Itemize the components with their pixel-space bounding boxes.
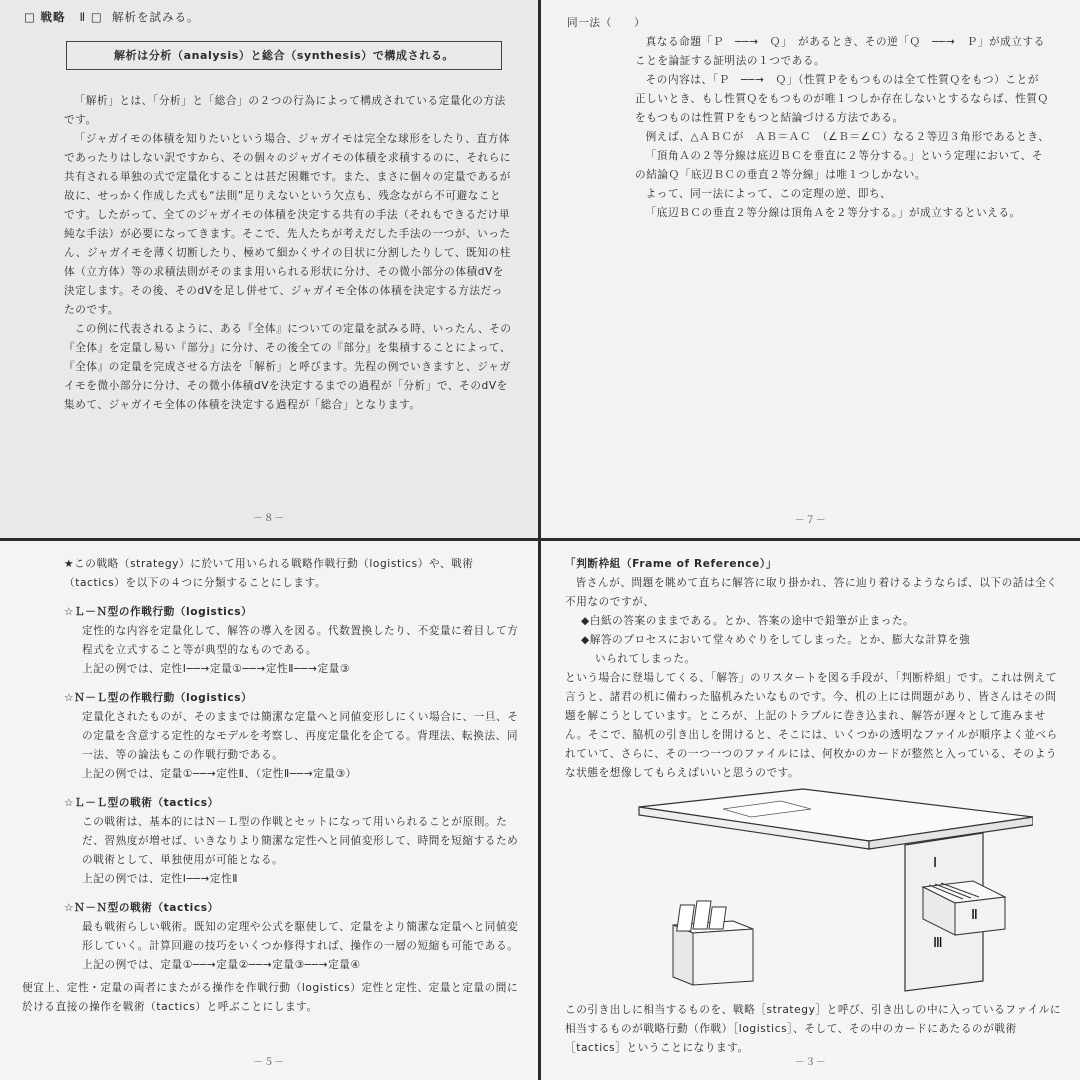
section-nn-tactics	[64, 899, 522, 975]
header-square-icon: □	[24, 10, 36, 24]
header-number: Ⅱ	[79, 10, 87, 24]
body-text	[635, 33, 1050, 223]
section-body: 定性的な内容を定量化して、解答の導入を図る。代数置換したり、不変量に着目して方程式を立式すること等が典型的なものである。	[82, 625, 519, 656]
page-8	[0, 0, 538, 538]
section-title: 同一法（ ）	[567, 17, 646, 29]
section-example: 上記の例では、定性Ⅰ──→定性Ⅱ	[82, 873, 239, 885]
page-5	[0, 541, 538, 1080]
paragraph-3: この引き出しに相当するものを、戦略［strategy］と呼び、引き出しの中に入っているファイルに相当するものが戦略行動（作戦）［logistics］、そして、その中のカードにあたるのが戦術［tactics］ということになります。	[565, 1004, 1062, 1054]
section-example: 上記の例では、定量①──→定性Ⅱ、（定性Ⅱ──→定量③）	[82, 768, 357, 780]
section-body: 定量化されたものが、そのままでは簡潔な定量へと同値変形しにくい場合に、一旦、その定量を含意する定性的なモデルを考察し、再度定量化を企てる。背理法、転換法、同一法、等の論法もこの作戦行動である。	[82, 711, 519, 761]
paragraph-1: 皆さんが、問題を眺めて直ちに解答に取り掛かれ、答に辿り着けるようならば、以下の話は全く不用なのですが、	[565, 577, 1058, 608]
line-2: その内容は、「Ｐ ──→ Ｑ」（性質Ｐをもつものは全て性質Ｑをもつ）ことが正しいとき、もし性質Ｑをもつものが唯１つしか存在しないとするならば、性質Ｑをもつものは性質Ｐをもつと結論づける方法である。	[635, 74, 1049, 124]
bullet-2	[581, 631, 1066, 669]
paragraph-3: この例に代表されるように、ある『全体』についての定量を試みる時、いったん、その『全体』を定量し易い『部分』に分け、その後全ての『部分』を集積することによって、『全体』の定量を完成させる方法を「解析」と呼びます。先程の例でいきますと、ジャガイモを微小部分に分け、その微小体積dVを決定するまでの過程が「分析」で、そのdVを集めて、ジャガイモ全体の体積を決定する過程が「総合」となります。	[64, 323, 512, 411]
label-card-3: Ⅲ	[933, 936, 944, 951]
bullet-2-line-1: ◆解答のプロセスにおいて堂々めぐりをしてしまった。とか、膨大な計算を強	[581, 634, 971, 646]
line-1: 真なる命題「Ｐ ──→ Ｑ」 があるとき、その逆「Ｑ ──→ Ｐ」が成立することを論証する証明法の１つである。	[635, 36, 1045, 67]
paragraph-2: という場合に登場してくる、「解答」のリスタートを図る手段が、「判断枠組」です。これは例えて言うと、諸君の机に備わった脇机みたいなものです。今、机の上には問題があり、皆さんはその問題を解こうとしています。ところが、上記のトラブルに巻き込まれ、解答が遅々として進みません。そこで、脇机の引き出しを開けると、そこには、いくつかの透明なファイルが順序よく並べられていて、さらに、その一つ一つのファイルには、何枚かのカードが整然と入っている、そのような状態を想像してもらえばいいと思うのです。	[565, 672, 1058, 779]
paragraph-1: 「解析」とは、「分析」と「総合」の２つの行為によって構成されている定量化の方法です。	[64, 95, 506, 126]
section-example: 上記の例では、定量①──→定量②──→定量③──→定量④	[82, 959, 361, 971]
label-file-2: Ⅱ	[971, 908, 979, 923]
line-3: 例えば、△ＡＢＣが ＡＢ＝ＡＣ （∠Ｂ＝∠Ｃ）なる２等辺３角形であるとき、	[645, 131, 1050, 143]
page-7	[541, 0, 1080, 538]
section-heading: ☆Ｎ－Ｌ型の作戦行動（logistics）	[64, 692, 253, 704]
page-3	[541, 541, 1080, 1080]
line-4: 「頂角Ａの２等分線は底辺ＢＣを垂直に２等分する。」という定理において、その結論Ｑ「底辺ＢＣの垂直２等分線」は唯１つしかない。	[635, 150, 1044, 181]
line-6: 「底辺ＢＣの垂直２等分線は頂角Ａを２等分する。」が成立するといえる。	[645, 207, 1021, 219]
section-heading: ☆Ｌ－Ｌ型の戦術（tactics）	[64, 797, 219, 809]
header-title: 戦略	[40, 10, 66, 24]
page-number: －３－	[794, 1057, 827, 1068]
section-heading: ☆Ｌ－Ｎ型の作戦行動（logistics）	[64, 606, 253, 618]
section-ll-tactics	[64, 794, 522, 889]
section-nl-logistics	[64, 689, 522, 784]
section-heading: ☆Ｎ－Ｎ型の戦術（tactics）	[64, 902, 219, 914]
header-square-icon-2: □	[90, 10, 103, 24]
section-body: この戦術は、基本的にはＮ－Ｌ型の作戦とセットになって用いられることが原則。ただ、習熟度が増せば、いきなりより簡潔な定性へと同値変形して、時間を短縮するための戦術として、単独使用が可能となる。	[82, 816, 519, 866]
section-body: 最も戦術らしい戦術。既知の定理や公式を駆使して、定量をより簡潔な定量へと同値変形していく。計算回避の技巧をいくつか修得すれば、操作の一層の短縮も可能である。	[82, 921, 519, 952]
body-text	[64, 92, 512, 415]
header-subtitle: 解析を試みる。	[112, 10, 200, 24]
page-number: －７－	[794, 515, 827, 526]
label-drawer-1: Ⅰ	[933, 856, 938, 871]
boxed-statement: 解析は分析（analysis）と総合（synthesis）で構成される。	[66, 41, 502, 70]
desk-drawer-illustration	[633, 787, 1033, 992]
section-title: 「判断枠組（Frame of Reference）」	[565, 558, 778, 570]
section-example: 上記の例では、定性Ⅰ──→定量①──→定性Ⅱ──→定量③	[82, 663, 350, 675]
paragraph-2: 「ジャガイモの体積を知りたいという場合、ジャガイモは完全な球形をしたり、直方体であったりはしない訳ですから、その個々のジャガイモの体積を求積するのに、それらに共有される単独の式で定量化することは甚だ困難です。また、まさに個々の定量であるが故に、せっかく作成した式も“法則”足りえないという欠点も、残念ながら不可避なことです。したがって、全てのジャガイモの体積を決定する共有の手法（それもできるだけ単純な手法）が必要になってきます。そこで、先人たちが考えだした手法の一つが、いったん、ジャガイモを薄く切断したり、極めて細かくサイの目状に分割したりして、既知の柱体（立方体）等の求積法則がそのまま用いられる形状に分け、その微小部分の体積dVを決定します。その後、そのdVを足し併せて、ジャガイモ全体の体積を決定する方法だったのです。	[64, 133, 512, 316]
line-5: よって、同一法によって、この定理の逆、即ち、	[645, 188, 892, 200]
section-ln-logistics	[64, 603, 522, 679]
footer-text: 便宜上、定性・定量の両者にまたがる操作を作戦行動（logistics）定性と定性、定量と定量の間に於ける直接の操作を戦術（tactics）と呼ぶことにします。	[22, 982, 519, 1013]
bullet-2-line-2: いられてしまった。	[595, 653, 696, 665]
intro-text: ★この戦略（strategy）に於いて用いられる戦略作戦行動（logistics）や、戦術（tactics）を以下の４つに分類することにします。	[64, 558, 474, 589]
page-8-header	[24, 8, 512, 27]
bullet-1: ◆白紙の答案のままである。とか、答案の途中で鉛筆が止まった。	[581, 615, 915, 627]
page-number: －５－	[253, 1057, 285, 1068]
page-number: －８－	[253, 513, 285, 524]
